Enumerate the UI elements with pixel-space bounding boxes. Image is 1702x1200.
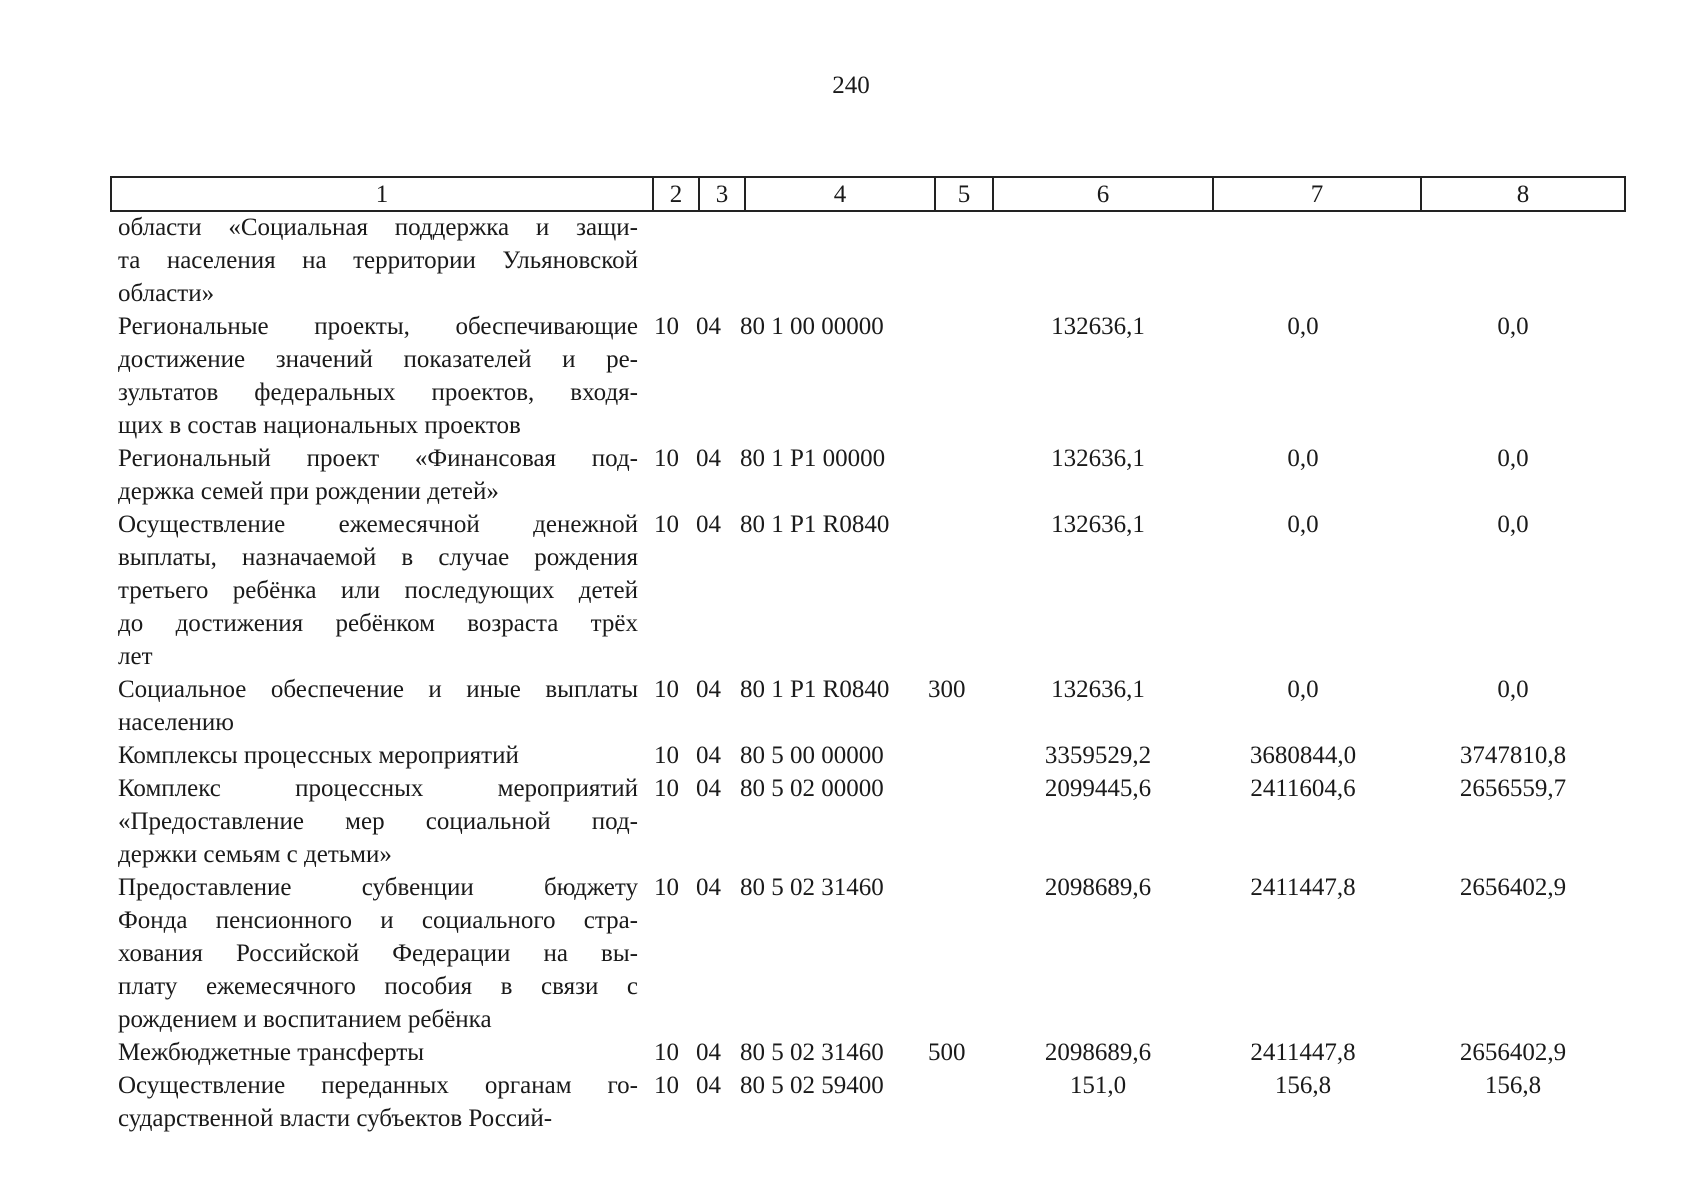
description-line: Социальное обеспечение и иные выплаты [118,676,638,703]
amount-col-7: 2411604,6 [1250,775,1356,802]
header-col-8: 8 [1421,177,1625,211]
description-line: зультатов федеральных проектов, входя- [118,379,638,406]
description-line: щих в состав национальных проектов [118,412,521,439]
amount-col-8: 3747810,8 [1459,742,1567,769]
header-col-2: 2 [653,177,699,211]
target-item-code: 80 5 02 00000 [740,775,884,802]
row-description [118,1036,638,1069]
amount-col-7: 2411447,8 [1250,1039,1356,1066]
subsection-code: 04 [696,676,721,703]
row-description [118,772,638,871]
amount-col-8: 2656402,9 [1459,874,1567,901]
description-line: до достижения ребёнком возраста трёх [118,610,638,637]
amount-col-7: 2411447,8 [1250,874,1356,901]
amount-col-8: 0,0 [1497,313,1529,340]
amount-col-6: 132636,1 [1051,511,1145,538]
subsection-code: 04 [696,775,721,802]
subsection-code: 04 [696,511,721,538]
table-row [118,310,1618,442]
expense-type-code: 500 [928,1039,966,1066]
description-line: третьего ребёнка или последующих детей [118,577,638,604]
description-line: Предоставление субвенции бюджету [118,874,638,901]
amount-col-6: 2099445,6 [1044,775,1152,802]
description-line: держки семьям с детьми» [118,841,392,868]
target-item-code: 80 1 P1 00000 [740,445,886,472]
target-item-code: 80 1 P1 R0840 [740,511,890,538]
amount-col-8: 2656402,9 [1459,1039,1567,1066]
row-description [118,442,638,508]
row-description [118,310,638,442]
description-line: Региональный проект «Финансовая под- [118,445,638,472]
table-row [118,772,1618,871]
header-col-5: 5 [935,177,993,211]
description-line: держка семей при рождении детей» [118,478,499,505]
description-line: плату ежемесячного пособия в связи с [118,973,638,1000]
subsection-code: 04 [696,1039,721,1066]
subsection-code: 04 [696,742,721,769]
table-header [110,176,1626,212]
section-code: 10 [654,511,679,538]
target-item-code: 80 5 02 59400 [740,1072,884,1099]
amount-col-6: 132636,1 [1051,676,1145,703]
header-col-3: 3 [699,177,745,211]
description-line: лет [118,643,153,670]
subsection-code: 04 [696,874,721,901]
table-body [118,211,1618,1135]
section-code: 10 [654,445,679,472]
description-line: рождением и воспитанием ребёнка [118,1006,492,1033]
row-description [118,508,638,673]
header-col-4: 4 [745,177,935,211]
amount-col-8: 156,8 [1484,1072,1542,1099]
description-line: та населения на территории Ульяновской [118,247,638,274]
description-line: Межбюджетные трансферты [118,1039,425,1066]
amount-col-7: 156,8 [1274,1072,1332,1099]
section-code: 10 [654,742,679,769]
amount-col-7: 0,0 [1287,445,1319,472]
description-line: «Предоставление мер социальной под- [118,808,638,835]
target-item-code: 80 5 02 31460 [740,874,884,901]
amount-col-7: 3680844,0 [1249,742,1357,769]
amount-col-7: 0,0 [1287,313,1319,340]
description-line: области» [118,280,215,307]
header-col-1: 1 [111,177,653,211]
amount-col-8: 2656559,7 [1459,775,1567,802]
target-item-code: 80 1 00 00000 [740,313,884,340]
description-line: хования Российской Федерации на вы- [118,940,638,967]
amount-col-7: 0,0 [1287,676,1319,703]
description-line: Комплексы процессных мероприятий [118,742,519,769]
expense-type-code: 300 [928,676,966,703]
table-row [118,508,1618,673]
section-code: 10 [654,313,679,340]
section-code: 10 [654,775,679,802]
description-line: Региональные проекты, обеспечивающие [118,313,638,340]
table-row [118,739,1618,772]
description-line: области «Социальная поддержка и защи- [118,214,638,241]
subsection-code: 04 [696,445,721,472]
amount-col-8: 0,0 [1497,445,1529,472]
row-description [118,211,638,310]
amount-col-8: 0,0 [1497,676,1529,703]
row-description [118,871,638,1036]
amount-col-6: 151,0 [1069,1072,1127,1099]
description-line: Фонда пенсионного и социального стра- [118,907,638,934]
table-row [118,442,1618,508]
table-row [118,1036,1618,1069]
subsection-code: 04 [696,1072,721,1099]
target-item-code: 80 5 00 00000 [740,742,884,769]
target-item-code: 80 5 02 31460 [740,1039,884,1066]
amount-col-6: 2098689,6 [1044,1039,1152,1066]
section-code: 10 [654,1072,679,1099]
amount-col-6: 2098689,6 [1044,874,1152,901]
subsection-code: 04 [696,313,721,340]
header-col-6: 6 [993,177,1213,211]
table-row [118,871,1618,1036]
description-line: Комплекс процессных мероприятий [118,775,638,802]
section-code: 10 [654,1039,679,1066]
description-line: населению [118,709,234,736]
amount-col-8: 0,0 [1497,511,1529,538]
header-col-7: 7 [1213,177,1421,211]
description-line: достижение значений показателей и ре- [118,346,638,373]
table-row [118,211,1618,310]
table-row [118,673,1618,739]
amount-col-6: 132636,1 [1051,313,1145,340]
description-line: выплаты, назначаемой в случае рождения [118,544,638,571]
description-line: Осуществление переданных органам го- [118,1072,638,1099]
row-description [118,1069,638,1135]
row-description [118,739,638,772]
amount-col-6: 132636,1 [1051,445,1145,472]
page-number: 240 [832,72,870,99]
table-row [118,1069,1618,1135]
amount-col-7: 0,0 [1287,511,1319,538]
description-line: сударственной власти субъектов Россий- [118,1105,553,1132]
section-code: 10 [654,676,679,703]
amount-col-6: 3359529,2 [1044,742,1152,769]
row-description [118,673,638,739]
target-item-code: 80 1 P1 R0840 [740,676,890,703]
description-line: Осуществление ежемесячной денежной [118,511,638,538]
section-code: 10 [654,874,679,901]
